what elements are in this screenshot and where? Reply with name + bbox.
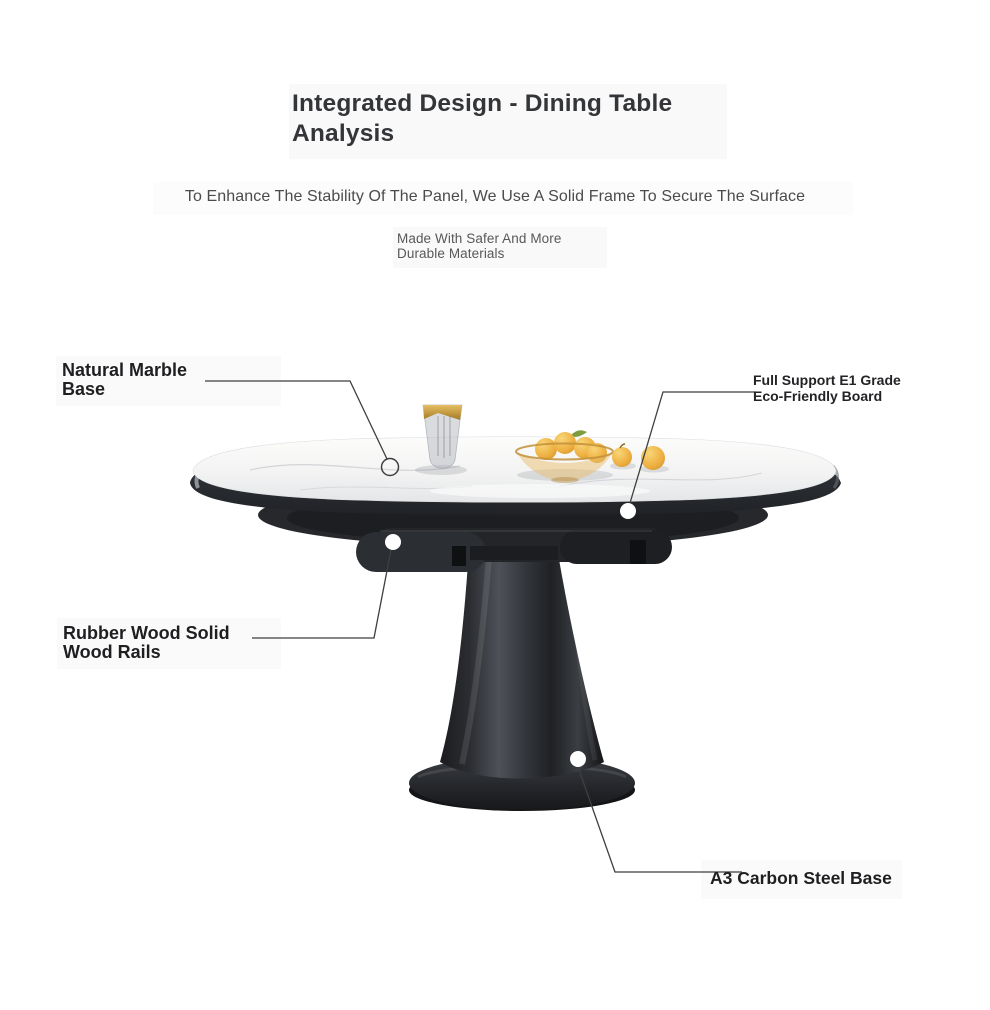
callout-label-carbon-steel-base: A3 Carbon Steel Base: [710, 868, 892, 888]
marble-tabletop: [193, 437, 836, 503]
marker-eco-board: [620, 503, 636, 519]
callout-label-wood-rails: [63, 624, 230, 661]
page-title: [292, 89, 732, 149]
page-title-line-1: Integrated Design - Dining Table: [292, 90, 673, 117]
callout-label-eco-friendly-board: [753, 372, 901, 404]
callout-label-line: Full Support E1 Grade: [753, 372, 901, 388]
marker-natural-marble: [382, 459, 399, 476]
marker-steel-base: [570, 751, 586, 767]
callout-label-line: Natural Marble: [62, 360, 188, 380]
callout-label-natural-marble-base: [62, 361, 187, 398]
subtitle: To Enhance The Stability Of The Panel, We Use A Solid Frame To Secure The Surface: [184, 188, 806, 205]
materials-note-line-2: Durable Materials: [397, 246, 505, 261]
page-title-line-2: Analysis: [292, 120, 395, 147]
pedestal-column: [440, 548, 604, 779]
materials-note-line-1: Made With Safer And More: [397, 231, 562, 246]
callout-label-line: Base: [62, 378, 106, 399]
materials-note: [397, 231, 561, 261]
callout-label-line: Eco-Friendly Board: [753, 388, 883, 404]
marker-wood-rails: [385, 534, 401, 550]
callout-label-line: Wood Rails: [63, 641, 161, 662]
callout-label-line: Rubber Wood Solid: [63, 623, 230, 643]
